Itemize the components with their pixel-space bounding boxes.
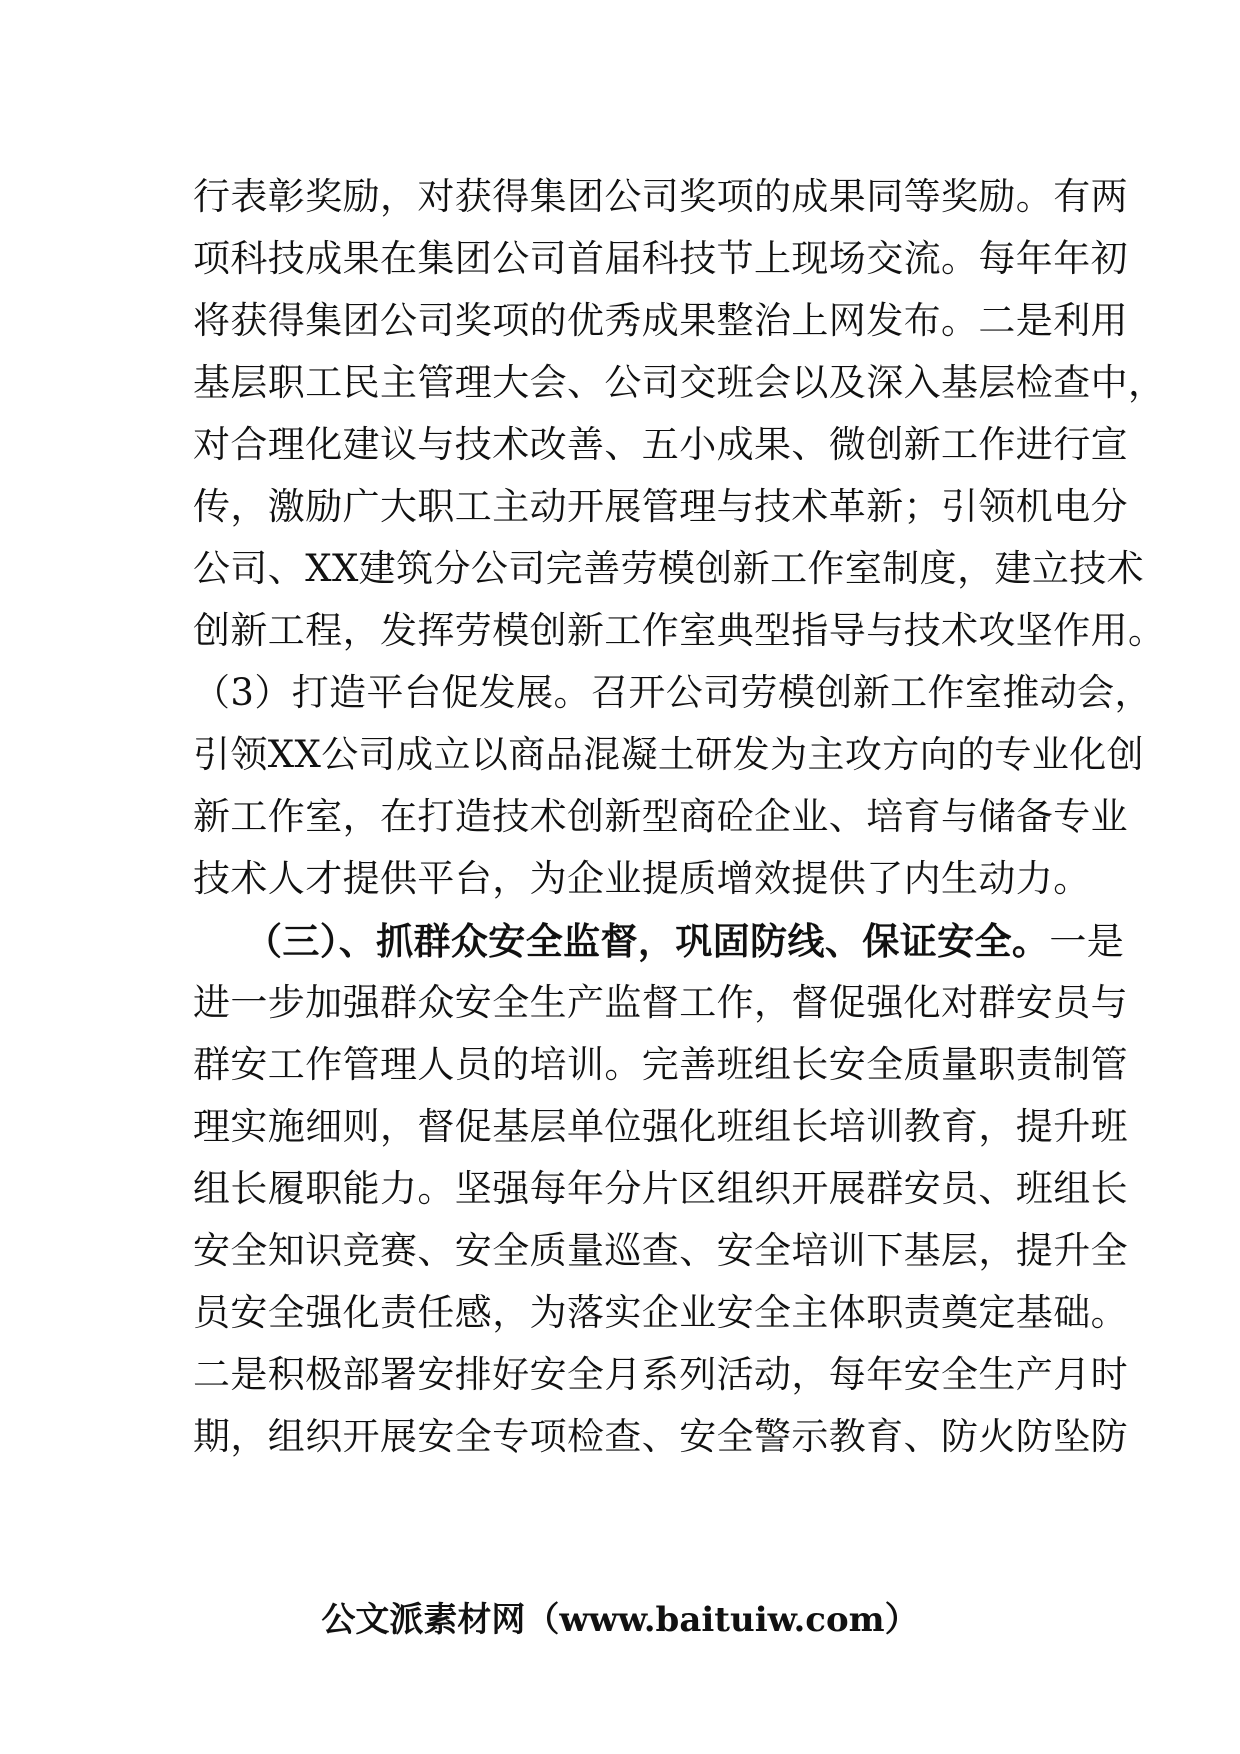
text-line: 安全知识竞赛、安全质量巡查、安全培训下基层，提升全	[193, 1229, 1128, 1272]
text-line: 公司、XX建筑分公司完善劳模创新工作室制度，建立技术	[193, 547, 1145, 590]
text-line: 进一步加强群众安全生产监督工作，督促强化对群安员与	[193, 981, 1128, 1024]
text-line: 技术人才提供平台，为企业提质增效提供了内生动力。	[193, 857, 1091, 900]
footer-watermark: 公文派素材网（www.baituiw.com）	[321, 1600, 919, 1640]
text-line: 员安全强化责任感，为落实企业安全主体职责奠定基础。	[193, 1291, 1128, 1334]
section-heading-tail: 一是	[1049, 920, 1125, 963]
text-line: 群安工作管理人员的培训。完善班组长安全质量职责制管	[193, 1043, 1128, 1086]
text-line: 基层职工民主管理大会、公司交班会以及深入基层检查中，	[193, 361, 1166, 404]
text-line: 期，组织开展安全专项检查、安全警示教育、防火防坠防	[193, 1415, 1128, 1458]
text-line: 行表彰奖励，对获得集团公司奖项的成果同等奖励。有两	[193, 175, 1128, 218]
body-text	[193, 166, 1166, 1468]
text-line: （3）打造平台促发展。召开公司劳模创新工作室推动会，	[193, 671, 1152, 714]
section-heading: （三）、抓群众安全监督，巩固防线、保证安全。	[245, 919, 1050, 963]
text-line: 传，激励广大职工主动开展管理与技术革新；引领机电分	[193, 485, 1128, 528]
text-line: 组长履职能力。坚强每年分片区组织开展群安员、班组长	[193, 1167, 1128, 1210]
text-line: 创新工程，发挥劳模创新工作室典型指导与技术攻坚作用。	[193, 609, 1166, 652]
text-line: 新工作室，在打造技术创新型商砼企业、培育与储备专业	[193, 795, 1128, 838]
section-heading-line	[193, 910, 1125, 972]
text-line: 对合理化建议与技术改善、五小成果、微创新工作进行宣	[193, 423, 1128, 466]
text-line: 将获得集团公司奖项的优秀成果整治上网发布。二是利用	[193, 299, 1128, 342]
text-line: 理实施细则，督促基层单位强化班组长培训教育，提升班	[193, 1105, 1128, 1148]
text-line: 二是积极部署安排好安全月系列活动，每年安全生产月时	[193, 1353, 1128, 1396]
text-line: 项科技成果在集团公司首届科技节上现场交流。每年年初	[193, 237, 1128, 280]
text-line: 引领XX公司成立以商品混凝土研发为主攻方向的专业化创	[193, 733, 1145, 776]
